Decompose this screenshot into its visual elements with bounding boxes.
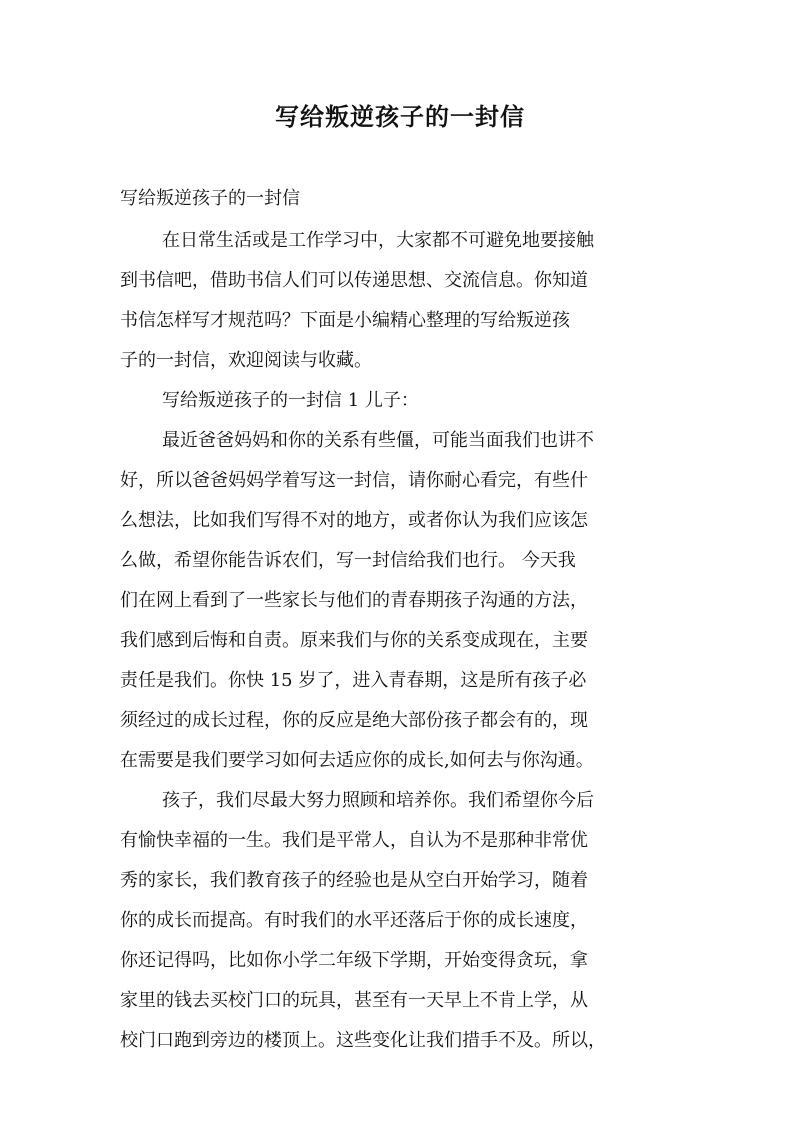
paragraph-line: 么做，希望你能告诉农们，写一封信给我们也行。 今天我	[120, 550, 576, 571]
paragraph-line: 在需要是我们要学习如何去适应你的成长,如何去与你沟通。	[120, 750, 594, 771]
paragraph-line: 秀的家长，我们教育孩子的经验也是从空白开始学习，随着	[120, 870, 588, 891]
paragraph-line: 到书信吧，借助书信人们可以传递思想、交流信息。你知道	[120, 270, 588, 291]
paragraph-line: 校门口跑到旁边的楼顶上。这些变化让我们措手不及。所以，	[120, 1030, 606, 1051]
paragraph-line: 孩子，我们尽最大努力照顾和培养你。我们希望你今后	[162, 790, 594, 811]
paragraph-line: 家里的钱去买校门口的玩具，甚至有一天早上不肯上学，从	[120, 990, 588, 1011]
paragraph-line: 么想法，比如我们写得不对的地方，或者你认为我们应该怎	[120, 510, 588, 531]
paragraph-line: 子的一封信，欢迎阅读与收藏。	[120, 350, 372, 371]
paragraph-line: 有愉快幸福的一生。我们是平常人，自认为不是那种非常优	[120, 830, 588, 851]
paragraph-line: 最近爸爸妈妈和你的关系有些僵，可能当面我们也讲不	[162, 430, 594, 451]
paragraph-line: 写给叛逆孩子的一封信 1 儿子：	[162, 390, 419, 411]
paragraph-line: 你的成长而提高。有时我们的水平还落后于你的成长速度，	[120, 910, 588, 931]
paragraph-line: 书信怎样写才规范吗？下面是小编精心整理的写给叛逆孩	[120, 310, 570, 331]
paragraph-line: 在日常生活或是工作学习中，大家都不可避免地要接触	[162, 230, 594, 251]
paragraph-line: 们在网上看到了一些家长与他们的青春期孩子沟通的方法，	[120, 590, 588, 611]
document-subtitle: 写给叛逆孩子的一封信	[120, 188, 300, 209]
paragraph-line: 好，所以爸爸妈妈学着写这一封信，请你耐心看完，有些什	[120, 470, 588, 491]
paragraph-line: 你还记得吗，比如你小学二年级下学期，开始变得贪玩，拿	[120, 950, 588, 971]
document-title: 写给叛逆孩子的一封信	[275, 103, 525, 131]
paragraph-line: 责任是我们。你快 15 岁了，进入青春期，这是所有孩子必	[120, 670, 587, 691]
paragraph-line: 我们感到后悔和自责。原来我们与你的关系变成现在，主要	[120, 630, 588, 651]
paragraph-line: 须经过的成长过程，你的反应是绝大部份孩子都会有的，现	[120, 710, 588, 731]
